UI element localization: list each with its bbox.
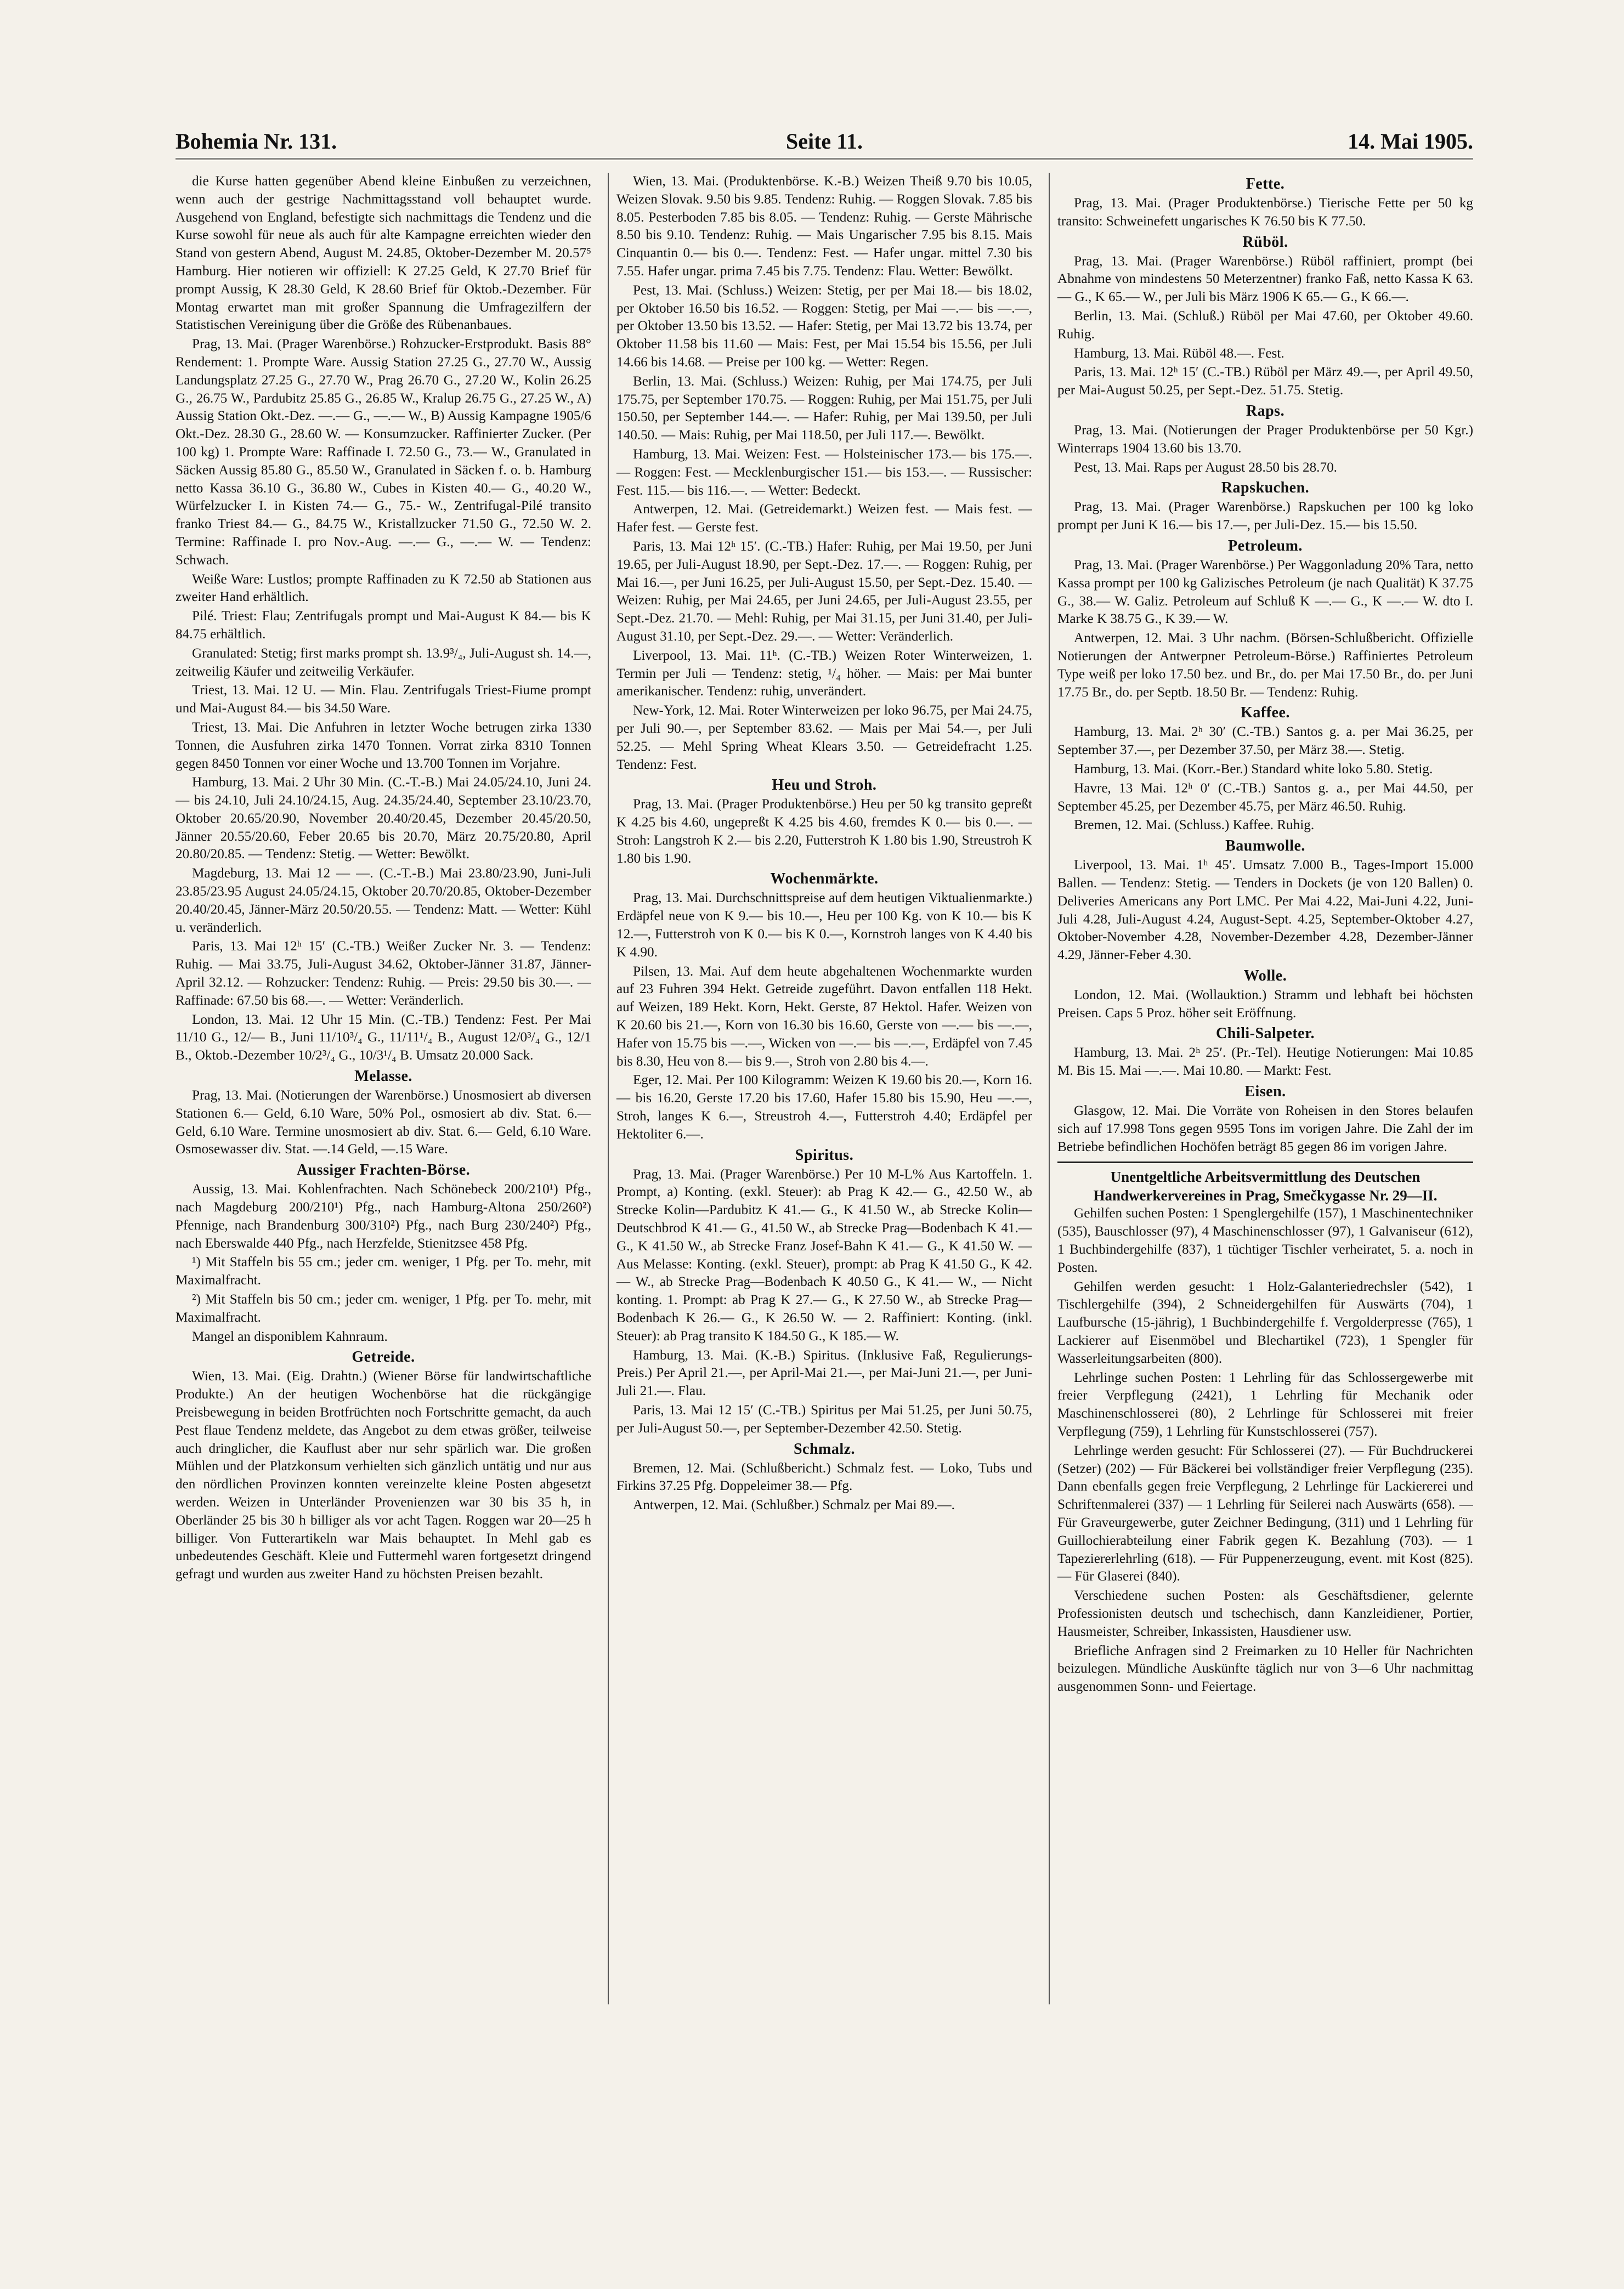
masthead bbox=[176, 125, 1473, 160]
notice-heading: Unentgeltliche Arbeitsvermittlung des Deutschen Handwerkervereines in Prag, Smečkygasse Nr. 29—II. bbox=[1057, 1162, 1473, 1205]
paragraph: London, 13. Mai. 12 Uhr 15 Min. (C.-TB.) Tendenz: Fest. Per Mai 11/10 G., 12/— B., Juni 11/10³/₄ G., 11/11¹/₄ B., August 12/0³/₄ G., 12/1 B., Oktob.-Dezember 10/2³/₄ G., 10/3¹/₄ B. Umsatz 20.000 Sack. bbox=[176, 1012, 591, 1063]
paragraph: Paris, 13. Mai. 12ʰ 15′ (C.-TB.) Rüböl per März 49.—, per April 49.50, per Mai-August 50.25, per Sept.-Dez. 51.75. Stetig. bbox=[1057, 365, 1473, 398]
paragraph: Hamburg, 13. Mai. Weizen: Fest. — Holsteinischer 173.— bis 175.—. — Roggen: Fest. — Mecklenburgischer 151.— bis 153.—. — Russischer: Fest. 115.— bis 116.—. — Wetter: Bedeckt. bbox=[616, 446, 1032, 498]
paragraph: Granulated: Stetig; first marks prompt sh. 13.9³/₄, Juli-August sh. 14.—, zeitweilig Käufer und zeitweilig Verkäufer. bbox=[176, 645, 591, 679]
paragraph: Hamburg, 13. Mai. Rüböl 48.—. Fest. bbox=[1074, 345, 1285, 361]
paragraph: Paris, 13. Mai 12ʰ 15′ (C.-TB.) Weißer Zucker Nr. 3. — Tendenz: Ruhig. — Mai 33.75, Juli-August 34.62, Oktober-Jänner 31.87, Jänner-April 32.12. — Rohzucker: Tendenz: Ruhig. — Preis: 29.50 bis 30.—. — Raffinade: 67.50 bis 68.—. — Wetter: Veränderlich. bbox=[176, 939, 591, 1008]
section-heading: Chili-Salpeter. bbox=[1216, 1025, 1315, 1042]
issue-date: 14. Mai 1905. bbox=[1348, 129, 1473, 154]
paragraph: Pest, 13. Mai. (Schluss.) Weizen: Stetig, per per Mai 18.— bis 18.02, per Oktober 16.50 bis 16.52. — Roggen: Stetig, per Mai —.— bis —.—, per Oktober 13.50 bis 13.52. — Hafer: Stetig, per Mai 13.72 bis 13.74, per Oktober 11.58 bis 11.60 — Mais: Fest, per Mai 15.54 bis 15.56, per Juli 14.66 bis 14.68. — Preise per 100 kg. — Wetter: Regen. bbox=[616, 282, 1032, 370]
paragraph: Prag, 13. Mai. (Notierungen der Prager Produktenbörse per 50 Kgr.) Winterraps 1904 13.60 bis 13.70. bbox=[1057, 422, 1473, 456]
section-heading: Kaffee. bbox=[1241, 704, 1290, 722]
section-heading: Schmalz. bbox=[793, 1440, 856, 1458]
paragraph: Hamburg, 13. Mai. 2 Uhr 30 Min. (C.-T.-B.) Mai 24.05/24.10, Juni 24.— bis 24.10, Juli 24.10/24.15, Aug. 24.35/24.40, September 23.10/23.70, Oktober 20.65/20.90, November 20.40/20.45, Dezember 20.45/20.50, Jänner 20.55/20.60, Feber 20.65 bis 20.70, März 20.75/20.80, April 20.80/20.85. — Tendenz: Stetig. — Wetter: Bewölkt. bbox=[176, 775, 591, 862]
section-heading: Heu und Stroh. bbox=[772, 777, 877, 794]
paragraph: Lehrlinge werden gesucht: Für Schlosserei (27). — Für Buchdruckerei (Setzer) (202) — Für Bäckerei bei vollständiger freier Verpflegung (235). Dann ebenfalls gegen freie Verpflegung, 2 Lehrlinge für Lackiererei und Schriftenmalerei (337) — 1 Lehrling für Seilerei nach Auswärts (658). — Für Graveurgewerbe, guter Zeichner Bedingung, (311) und 1 Lehrling für Guillochierabteilung einer Fabrik gegen K. Bezahlung (703). — 1 Tapeziererlehrling (618). — Für Puppenerzeugung, event. mit Kost (825). — Für Glaserei (840). bbox=[1057, 1443, 1473, 1584]
section-heading: Fette. bbox=[1246, 175, 1285, 192]
paragraph: Prag, 13. Mai. (Prager Produktenbörse.) Heu per 50 kg transito gepreßt K 4.25 bis 4.60, ungepreßt K 4.25 bis 4.60, fremdes K 0.— bis 0.—. — Stroh: Langstroh K 2.— bis 2.20, Futterstroh K 1.80 bis 1.90, Streustroh K 1.80 bis 1.90. bbox=[616, 797, 1032, 866]
paragraph: Liverpool, 13. Mai. 1ʰ 45′. Umsatz 7.000 B., Tages-Import 15.000 Ballen. — Tendenz: Stetig. — Tenders in Dockets (je von 120 Ballen) 0. Deliveries Americans any Port LMC. Per Mai 4.22, Mai-Juni 4.22, Juni-Juli 4.28, Juli-August 4.24, August-Sept. 4.25, September-Oktober 4.27, Oktober-November 4.28, November-Dezember 4.28, Dezember-Jänner 4.29, Jänner-Feber 4.30. bbox=[1057, 858, 1473, 963]
paragraph: Prag, 13. Mai. (Prager Warenbörse.) Per Waggonladung 20% Tara, netto Kassa prompt per 100 kg Galizisches Petroleum (je nach Qualität) K 37.75 G., 38.— W. Galiz. Petroleum auf Schluß K —.— G., K —.— W. dto I. Marke K 38.75 G., K 39.— W. bbox=[1057, 557, 1473, 627]
section-heading: Wolle. bbox=[1243, 967, 1287, 984]
section-heading: Raps. bbox=[1246, 402, 1285, 420]
paragraph: Hamburg, 13. Mai. (Korr.-Ber.) Standard white loko 5.80. Stetig. bbox=[1074, 761, 1433, 777]
paragraph: New-York, 12. Mai. Roter Winterweizen per loko 96.75, per Mai 24.75, per Juli 90.—, per September 83.62. — Mais per Mai 54.—, per Juli 52.25. — Mehl Spring Wheat Klears 3.50. — Getreidefracht 1.25. Tendenz: Fest. bbox=[616, 703, 1032, 772]
paragraph: die Kurse hatten gegenüber Abend kleine Einbußen zu verzeichnen, wenn auch der gestrige Nachmittagsstand voll behauptet wurde. Ausgehend von England, befestigte sich nachmittags die Tendenz und die Kurse sowohl für neue als auch für alte Kampagne erreichten wieder den Stand von gestern Abend, August M. 24.85, Oktober-Dezember M. 20.57⁵ Hamburg. Hier notieren wir offiziell: K 27.25 Geld, K 27.70 Brief für prompt Aussig, K 28.30 Geld, K 28.60 Brief für Oktob.-Dezember. Für Montag erwartet man mit großer Spannung die Umfragezilfern der Statistischen Vereinigung über die Größe des Rübenanbaues. bbox=[176, 174, 591, 333]
paragraph: Pilsen, 13. Mai. Auf dem heute abgehaltenen Wochenmarkte wurden auf 23 Fuhren 394 Hekt. Getreide zugeführt. Davon entfallen 118 Hekt. auf Weizen, 189 Hekt. Korn, Hekt. Gerste, 87 Hektol. Hafer. Weizen von K 20.60 bis 21.—, Korn von 16.30 bis 16.60, Gerste von —.— bis —.—, Hafer von 15.75 bis —.—, Wicken von —.— bis —.—, Erdäpfel von 7.45 bis 8.30, Heu von 8.— bis 9.—, Stroh von 2.80 bis 4.—. bbox=[616, 964, 1032, 1069]
column-3 bbox=[1049, 173, 1473, 2004]
paragraph: Prag, 13. Mai. (Prager Warenbörse.) Per 10 M-L% Aus Kartoffeln. 1. Prompt, a) Konting. (exkl. Steuer): ab Prag K 42.— G., 42.50 W., ab Strecke Kolin—Pardubitz K 41.— G., K 41.50 W., ab Strecke Kolin—Deutschbrod K 41.— G., 41.50 W., ab Strecke Prag—Bodenbach K 41.— G., K 41.50 W., ab Strecke Franz Josef-Bahn K 41.— G., K 41.50 W. — Aus Melasse: Konting. (exkl. Steuer), prompt: ab Prag K 41.50 G., K 42.— W., ab Strecke Prag—Bodenbach K 40.50 G., K 41.— W., — Nicht konting. 1. Prompt: ab Prag K 27.— G., K 27.50 W., ab Strecke Prag—Bodenbach K 26.— G., K 26.50 W. — 2. Raffiniert: Konting. (inkl. Steuer): ab Prag transito K 184.50 G., K 185.— W. bbox=[616, 1166, 1032, 1344]
paragraph: Prag, 13. Mai. (Prager Warenbörse.) Rüböl raffiniert, prompt (bei Abnahme von mindestens 50 Meterzentner) franko Faß, netto Kassa K 63.— G., K 65.— W., per Juli bis März 1906 K 65.— G., K 66.—. bbox=[1057, 253, 1473, 305]
paragraph: Gehilfen suchen Posten: 1 Spenglergehilfe (157), 1 Maschinentechniker (535), Bauschlosser (97), 4 Maschinenschlosser (97), 1 Galvaniseur (612), 1 Buchbindergehilfe (837), 1 tüchtiger Tischler verheiratet, 5. a. noch in Posten. bbox=[1057, 1206, 1473, 1275]
paragraph: Gehilfen werden gesucht: 1 Holz-Galanteriedrechsler (542), 1 Tischlergehilfe (394), 2 Schneidergehilfen für Auswärts (704), 1 Laufbursche (15-jährig), 1 Buchbindergehilfe f. Vergolderpresse (765), 1 Lackierer auf Eisenmöbel und Blechartikel (723), 1 Spengler für Wasserleitungsarbeiten (800). bbox=[1057, 1279, 1473, 1366]
paragraph: Paris, 13. Mai 12ʰ 15′. (C.-TB.) Hafer: Ruhig, per Mai 19.50, per Juni 19.65, per Juli-August 18.90, per Sept.-Dez. 17.—. — Roggen: Ruhig, per Mai 16.—, per Juni 16.25, per Juli-August 15.50, per Sept.-Dez. 15.40. — Weizen: Ruhig, per Mai 24.65, per Juni 24.65, per Juli-August 23.55, per Sept.-Dez. 21.70. — Mehl: Ruhig, per Mai 31.15, per Juni 31.40, per Juli-August 31.10, per Sept.-Dez. 29.—. — Wetter: Veränderlich. bbox=[616, 539, 1032, 644]
paragraph: Aussig, 13. Mai. Kohlenfrachten. Nach Schönebeck 200/210¹) Pfg., nach Magdeburg 200/210¹) Pfg., nach Hamburg-Altona 250/260²) Pfennige, nach Brandenburg 300/310²) Pfg., nach Burg 230/240²) Pfg., nach Eberswalde 440 Pfg., nach Herzfelde, Stienitzsee 458 Pfg. bbox=[176, 1182, 591, 1251]
paragraph: Prag, 13. Mai. (Notierungen der Warenbörse.) Unosmosiert ab diversen Stationen 6.— Geld, 6.10 Ware, 50% Pol., osmosiert ab div. Stat. 6.— Geld, 6.10 Ware. Termine unosmosiert ab div. Stat. 6.— Geld, 6.10 Ware. Osmosewasser div. Stat. —.14 Geld, —.15 Ware. bbox=[176, 1088, 591, 1157]
paragraph: Lehrlinge suchen Posten: 1 Lehrling für das Schlossergewerbe mit freier Verpflegung (2421), 1 Lehrling für Mechanik oder Maschinenschlosserei (80), 2 Lehrlinge für Schlosserei mit freier Verpflegung (759), 1 Lehrling für Kunstschlosserei (757). bbox=[1057, 1370, 1473, 1440]
section-heading: Wochenmärkte. bbox=[770, 870, 879, 888]
paragraph: Triest, 13. Mai. Die Anfuhren in letzter Woche betrugen zirka 1330 Tonnen, die Ausfuhren zirka 1470 Tonnen. Vorrat zirka 8310 Tonnen gegen 8450 Tonnen vor einer Woche und 13.700 Tonnen im Vorjahre. bbox=[176, 719, 591, 771]
section-heading: Baumwolle. bbox=[1225, 837, 1305, 855]
section-heading: Aussiger Frachten-Börse. bbox=[296, 1162, 471, 1179]
paragraph: Eger, 12. Mai. Per 100 Kilogramm: Weizen K 19.60 bis 20.—, Korn 16.— bis 16.20, Gerste 17.20 bis 17.60, Hafer 15.80 bis 15.90, Heu —.—, Stroh, langes K 6.—, Streustroh 4.—, Futterstroh 4.40; Erdäpfel per Hektoliter 6.—. bbox=[616, 1073, 1032, 1142]
paragraph: Prag, 13. Mai. (Prager Produktenbörse.) Tierische Fette per 50 kg transito: Schweinefett ungarisches K 76.50 bis K 77.50. bbox=[1057, 196, 1473, 229]
paragraph: Havre, 13 Mai. 12ʰ 0′ (C.-TB.) Santos g. a., per Mai 44.50, per September 45.25, per Dezember 45.75, per März 46.50. Ruhig. bbox=[1057, 780, 1473, 814]
section-heading: Rüböl. bbox=[1242, 233, 1288, 251]
paragraph: ²) Mit Staffeln bis 50 cm.; jeder cm. weniger, 1 Pfg. per To. mehr, mit Maximalfracht. bbox=[176, 1292, 591, 1325]
column-1 bbox=[176, 173, 591, 2004]
paragraph: Wien, 13. Mai. (Eig. Drahtn.) (Wiener Börse für landwirtschaftliche Produkte.) An der heutigen Wochenbörse hat die rückgängige Preisbewegung in beiden Brotfrüchten noch Fortschritte gemacht, da auch Pest flaue Tendenz meldete, das Angebot zu dem etwas größer, teilweise auch dringlicher, die Kauflust aber nur sehr spärlich war. Die großen Mühlen und der Platzkonsum verhielten sich gänzlich untätig und nur aus den nördlichen Provinzen konnten vereinzelte kleine Posten abgesetzt werden. Weizen in Unterländer Provenienzen war 30 bis 35 h, in Oberländer 25 bis 30 h billiger als vor acht Tagen. Roggen war 20—25 h billiger. Von Futterartikeln war Mais behauptet. In Mehl gab es unbedeutendes Geschäft. Kleie und Futtermehl waren fortgesetzt dringend gefragt und wurden aus zweiter Hand zu höchsten Preisen bezahlt. bbox=[176, 1369, 591, 1582]
paragraph: Pilé. Triest: Flau; Zentrifugals prompt und Mai-August K 84.— bis K 84.75 erhältlich. bbox=[176, 609, 591, 642]
section-heading: Petroleum. bbox=[1228, 537, 1303, 554]
paragraph: ¹) Mit Staffeln bis 55 cm.; jeder cm. weniger, 1 Pfg. per To. mehr, mit Maximalfracht. bbox=[176, 1255, 591, 1288]
paragraph: Pest, 13. Mai. Raps per August 28.50 bis 28.70. bbox=[1074, 460, 1337, 475]
paragraph: Hamburg, 13. Mai. (K.-B.) Spiritus. (Inklusive Faß, Regulierungs-Preis.) Per April 21.—, per April-Mai 21.—, per Mai-Juni 21.—, per Juni-Juli 21.—. Flau. bbox=[616, 1347, 1032, 1399]
section-heading: Getreide. bbox=[352, 1349, 415, 1366]
paragraph: Wien, 13. Mai. (Produktenbörse. K.-B.) Weizen Theiß 9.70 bis 10.05, Weizen Slovak. 9.50 bis 9.85. Tendenz: Ruhig. — Roggen Slovak. 7.85 bis 8.05. Pesterboden 7.85 bis 8.05. — Tendenz: Ruhig. — Gerste Mährische 8.50 bis 9.10. Tendenz: Ruhig. — Mais Ungarischer 7.95 bis 8.15. Mais Cinquantin 0.— bis 0.—. Tendenz: Fest. — Hafer ungar. mittel 7.30 bis 7.55. Hafer ungar. prima 7.45 bis 7.75. Tendenz: Flau. Wetter: Bewölkt. bbox=[616, 174, 1032, 279]
paragraph: Prag, 13. Mai. (Prager Warenbörse.) Rapskuchen per 100 kg loko prompt per Juni K 16.— bis 17.—, per Juli-Dez. 15.— bis 15.50. bbox=[1057, 500, 1473, 533]
section-heading: Rapskuchen. bbox=[1221, 479, 1310, 497]
paragraph: Magdeburg, 13. Mai 12 — —. (C.-T.-B.) Mai 23.80/23.90, Juni-Juli 23.85/23.95 August 24.05/24.15, Oktober 20.70/20.85, Oktober-Dezember 20.40/20.45, Jänner-März 20.50/20.55. — Tendenz: Matt. — Wetter: Kühl u. veränderlich. bbox=[176, 866, 591, 935]
paragraph: Antwerpen, 12. Mai. (Schlußber.) Schmalz per Mai 89.—. bbox=[633, 1498, 955, 1513]
paragraph: Berlin, 13. Mai. (Schluß.) Rüböl per Mai 47.60, per Oktober 49.60. Ruhig. bbox=[1057, 308, 1473, 342]
paragraph: Hamburg, 13. Mai. 2ʰ 30′ (C.-TB.) Santos g. a. per Mai 36.25, per September 37.—, per Dezember 37.50, per März 38.—. Stetig. bbox=[1057, 724, 1473, 758]
paragraph: Briefliche Anfragen sind 2 Freimarken zu 10 Heller für Nachrichten beizulegen. Mündliche Auskünfte täglich nur von 3—6 Uhr nachmittag ausgenommen Sonn- und Feiertage. bbox=[1057, 1643, 1473, 1695]
section-heading: Melasse. bbox=[354, 1068, 412, 1085]
paragraph: Prag, 13. Mai. Durchschnittspreise auf dem heutigen Viktualienmarkte.) Erdäpfel neue von K 9.— bis 10.—, Heu per 100 Kg. von K 10.— bis K 12.—, Futterstroh von K 0.— bis K 0.—, Kornstroh langes von K 4.40 bis K 4.90. bbox=[616, 891, 1032, 960]
paper-issue: Bohemia Nr. 131. bbox=[176, 129, 337, 154]
column-2 bbox=[608, 173, 1032, 2004]
section-heading: Spiritus. bbox=[795, 1146, 854, 1164]
paragraph: London, 12. Mai. (Wollauktion.) Stramm und lebhaft bei höchsten Preisen. Caps 5 Proz. höher seit Eröffnung. bbox=[1057, 987, 1473, 1021]
paragraph: Paris, 13. Mai 12 15′ (C.-TB.) Spiritus per Mai 51.25, per Juni 50.75, per Juli-August 50.—, per September-Dezember 42.50. Stetig. bbox=[616, 1403, 1032, 1436]
paragraph: Hamburg, 13. Mai. 2ʰ 25′. (Pr.-Tel). Heutige Notierungen: Mai 10.85 M. Bis 15. Mai —.—. Mai 10.80. — Markt: Fest. bbox=[1057, 1045, 1473, 1079]
paragraph: Glasgow, 12. Mai. Die Vorräte von Roheisen in den Stores belaufen sich auf 17.998 Tons gegen 9595 Tons im vorigen Jahre. Die Zahl der im Betriebe befindlichen Hochöfen beträgt 85 gegen 86 im vorigen Jahre. bbox=[1057, 1103, 1473, 1154]
paragraph: Bremen, 12. Mai. (Schlußbericht.) Schmalz fest. — Loko, Tubs und Firkins 37.25 Pfg. Doppeleimer 38.— Pfg. bbox=[616, 1460, 1032, 1494]
paragraph: Verschiedene suchen Posten: als Geschäftsdiener, gelernte Professionisten deutsch und tschechisch, dann Kanzleidiener, Portier, Hausmeister, Schreiber, Inkassisten, Hausdiener usw. bbox=[1057, 1588, 1473, 1639]
paragraph: Mangel an disponiblem Kahnraum. bbox=[192, 1329, 388, 1344]
section-heading: Eisen. bbox=[1244, 1083, 1286, 1101]
paragraph: Weiße Ware: Lustlos; prompte Raffinaden zu K 72.50 ab Stationen aus zweiter Hand erhältlich. bbox=[176, 571, 591, 605]
paragraph: Triest, 13. Mai. 12 U. — Min. Flau. Zentrifugals Triest-Fiume prompt und Mai-August 84.— bis 34.50 Ware. bbox=[176, 683, 591, 716]
paragraph: Antwerpen, 12. Mai. 3 Uhr nachm. (Börsen-Schlußbericht. Offizielle Notierungen der Antwerpner Petroleum-Börse.) Raffiniertes Petroleum Type weiß per loko 17.50 bez. und Br., do. per Mai 17.50 Br., do. per Juni 17.75 Br., do. per Septb. 18.50 Br. — Tendenz: Ruhig. bbox=[1057, 631, 1473, 700]
paragraph: Berlin, 13. Mai. (Schluss.) Weizen: Ruhig, per Mai 174.75, per Juli 175.75, per September 170.75. — Roggen: Ruhig, per Mai 151.75, per Juli 150.50, per September 144.—. — Hafer: Ruhig, per Mai 139.50, per Juli 140.50. — Mais: Ruhig, per Mai 118.50, per Juli 117.—. Bewölkt. bbox=[616, 373, 1032, 443]
paragraph: Bremen, 12. Mai. (Schluss.) Kaffee. Ruhig. bbox=[1074, 818, 1315, 833]
paragraph: Antwerpen, 12. Mai. (Getreidemarkt.) Weizen fest. — Mais fest. — Hafer fest. — Gerste fest. bbox=[616, 502, 1032, 535]
text-columns bbox=[176, 173, 1473, 2004]
paragraph: Prag, 13. Mai. (Prager Warenbörse.) Rohzucker-Erstprodukt. Basis 88° Rendement: 1. Prompte Ware. Aussig Station 27.25 G., 27.70 W., Aussig Landungsplatz 27.25 G., 27.70 W., Prag 26.70 G., 27.20 W., Kolin 26.25 G., 26.75 W., Pardubitz 25.85 G., 26.85 W., Kralup 26.75 G., 27.25 W., A) Aussig Station Okt.-Dez. —.— G., —.— W., B) Aussig Kampagne 1905/6 Okt.-Dez. 28.30 G., 28.60 W. — Konsumzucker. Raffinierter Zucker. (Per 100 kg) 1. Prompte Ware: Raffinade I. 72.50 G., 73.— W., Granulated in Säcken Aussig 85.80 G., 85.50 W., Granulated in Säcken f. o. b. Hamburg netto Kassa 36.10 G., 36.80 W., Cubes in Kisten 40.— G., 40.20 W., Würfelzucker I. in Kisten 74.— G., 75.- W., Zentrifugal-Pilé transito franko Triest 84.— G., 84.75 W., Kristallzucker 71.50 G., 72.50 W. 2. Termine: Raffinade I. pro Nov.-Aug. —.— G., —.— W. — Tendenz: Schwach. bbox=[176, 337, 591, 568]
paragraph: Liverpool, 13. Mai. 11ʰ. (C.-TB.) Weizen Roter Winterweizen, 1. Termin per Juli — Tendenz: stetig, ¹/₄ höher. — Mais: per Mai bunter amerikanischer. Tendenz: ruhig, unverändert. bbox=[616, 648, 1032, 699]
page-number: Seite 11. bbox=[786, 129, 863, 154]
